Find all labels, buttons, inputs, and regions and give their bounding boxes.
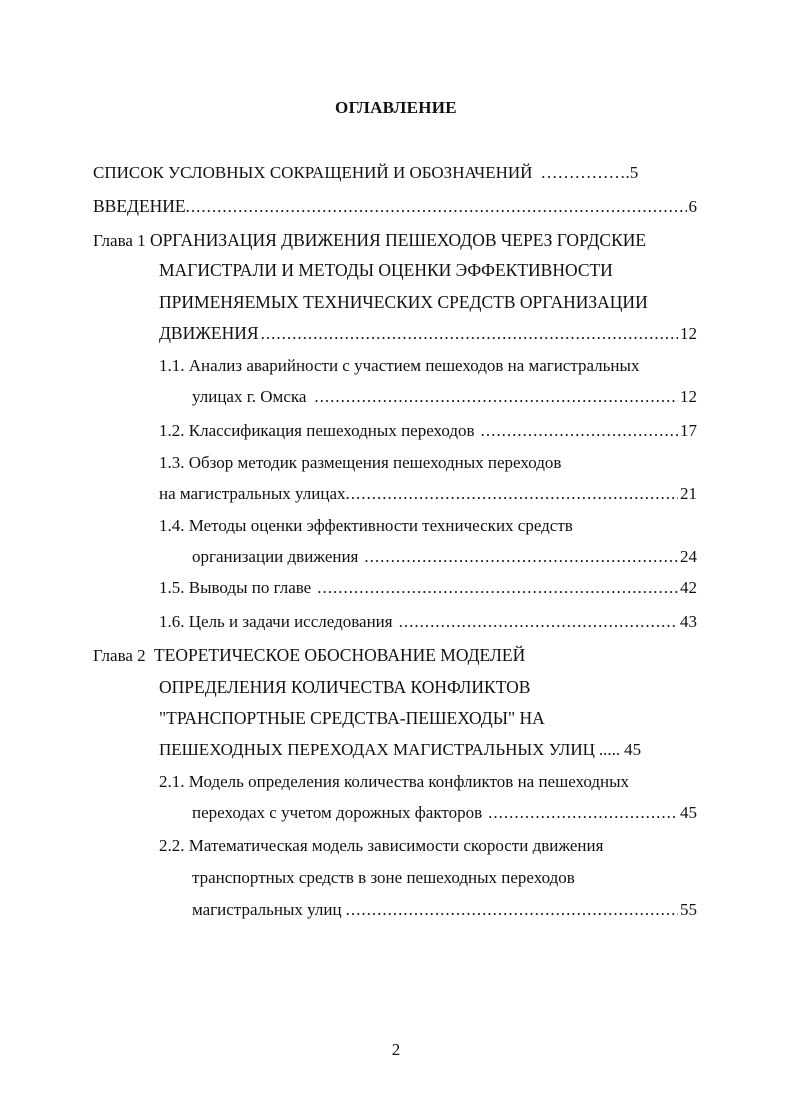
toc-section-2-2-line[interactable]: 2.2. Математическая модель зависимости скорости движения (159, 836, 604, 855)
toc-entry-chapter-2-end[interactable] (159, 739, 697, 761)
chapter-prefix: Глава 2 (93, 646, 146, 665)
toc-leader (346, 483, 678, 505)
toc-page-number: 42 (680, 578, 697, 597)
toc-entry-section-1-2[interactable] (159, 420, 697, 442)
chapter-title-line: ПЕШЕХОДНЫХ ПЕРЕХОДАХ МАГИСТРАЛЬНЫХ УЛИЦ (159, 740, 595, 759)
toc-leader (186, 196, 687, 218)
chapter-title-line: МАГИСТРАЛИ И МЕТОДЫ ОЦЕНКИ ЭФФЕКТИВНОСТИ (159, 260, 613, 280)
toc-page-number: 12 (680, 324, 697, 343)
toc-page-number: 55 (680, 900, 697, 919)
toc-section-2-2-line: транспортных средств в зоне пешеходных переходов (192, 868, 575, 887)
toc-leader: ..... (598, 740, 621, 759)
toc-leader (488, 802, 678, 824)
toc-page-number: 6 (688, 197, 697, 216)
toc-leader (364, 546, 678, 568)
toc-page-number: 24 (680, 547, 697, 566)
toc-section-2-1-line[interactable]: 2.1. Модель определения количества конфликтов на пешеходных (159, 772, 630, 791)
toc-chapter-2-heading[interactable] (93, 644, 525, 667)
toc-page-number: 21 (680, 484, 697, 503)
toc-entry-introduction[interactable] (93, 195, 697, 218)
chapter-title-line: ДВИЖЕНИЯ (159, 323, 259, 343)
chapter-prefix: Глава 1 (93, 231, 146, 250)
toc-page-number: 45 (624, 740, 642, 759)
page-title: ОГЛАВЛЕНИЕ (335, 98, 457, 117)
chapter-title-line: ОПРЕДЕЛЕНИЯ КОЛИЧЕСТВА КОНФЛИКТОВ (159, 677, 531, 697)
toc-page-number: 43 (680, 612, 697, 631)
toc-page-number: 45 (680, 803, 697, 822)
toc-entry-section-1-1[interactable] (192, 386, 697, 408)
chapter-title-line: ОРГАНИЗАЦИЯ ДВИЖЕНИЯ ПЕШЕХОДОВ ЧЕРЕЗ ГОРДСКИЕ (149, 230, 647, 250)
toc-entry-label: улицах г. Омска (192, 387, 307, 406)
toc-chapter-1-heading[interactable] (93, 229, 646, 252)
toc-page-number: 17 (680, 421, 697, 440)
toc-leader (399, 611, 678, 633)
toc-entry-label: 1.5. Выводы по главе (159, 578, 312, 597)
toc-section-1-3-line[interactable]: 1.3. Обзор методик размещения пешеходных переходов (159, 453, 562, 472)
toc-entry-label: организации движения (192, 547, 359, 566)
toc-entry-label: СПИСОК УСЛОВНЫХ СОКРАЩЕНИЙ И ОБОЗНАЧЕНИЙ (93, 163, 533, 182)
toc-entry-label: ВВЕДЕНИЕ (93, 196, 186, 216)
chapter-title-line: "ТРАНСПОРТНЫЕ СРЕДСТВА-ПЕШЕХОДЫ" НА (159, 708, 545, 728)
toc-entry-section-1-3[interactable] (159, 483, 697, 505)
toc-page-number: 12 (680, 387, 697, 406)
toc-entry-abbreviations[interactable] (93, 162, 693, 184)
toc-leader (261, 323, 678, 345)
toc-entry-section-1-6[interactable] (159, 611, 697, 633)
toc-page-number: .5 (625, 163, 639, 182)
toc-entry-label: 1.2. Классификация пешеходных переходов (159, 421, 475, 440)
toc-entry-chapter-1-end[interactable] (159, 322, 697, 345)
toc-entry-label: магистральных улиц (192, 900, 342, 919)
toc-leader (481, 420, 678, 442)
toc-entry-section-2-2[interactable] (192, 899, 697, 921)
toc-entry-section-1-4[interactable] (192, 546, 697, 568)
toc-leader (346, 899, 678, 921)
toc-leader (314, 386, 678, 408)
toc-entry-section-2-1[interactable] (192, 802, 697, 824)
toc-entry-section-1-5[interactable] (159, 577, 697, 599)
chapter-title-line: ПРИМЕНЯЕМЫХ ТЕХНИЧЕСКИХ СРЕДСТВ ОРГАНИЗАЦИИ (159, 292, 648, 312)
chapter-title-line: ТЕОРЕТИЧЕСКОЕ ОБОСНОВАНИЕ МОДЕЛЕЙ (153, 645, 526, 665)
toc-leader: …………… (540, 163, 626, 182)
toc-section-1-1-line[interactable]: 1.1. Анализ аварийности с участием пешеходов на магистральных (159, 356, 640, 375)
toc-entry-label: 1.6. Цель и задачи исследования (159, 612, 393, 631)
toc-leader (317, 577, 678, 599)
page-number: 2 (391, 1040, 401, 1059)
toc-entry-label: переходах с учетом дорожных факторов (192, 803, 483, 822)
toc-entry-label: на магистральных улицах (159, 484, 346, 503)
toc-section-1-4-line[interactable]: 1.4. Методы оценки эффективности технических средств (159, 516, 573, 535)
